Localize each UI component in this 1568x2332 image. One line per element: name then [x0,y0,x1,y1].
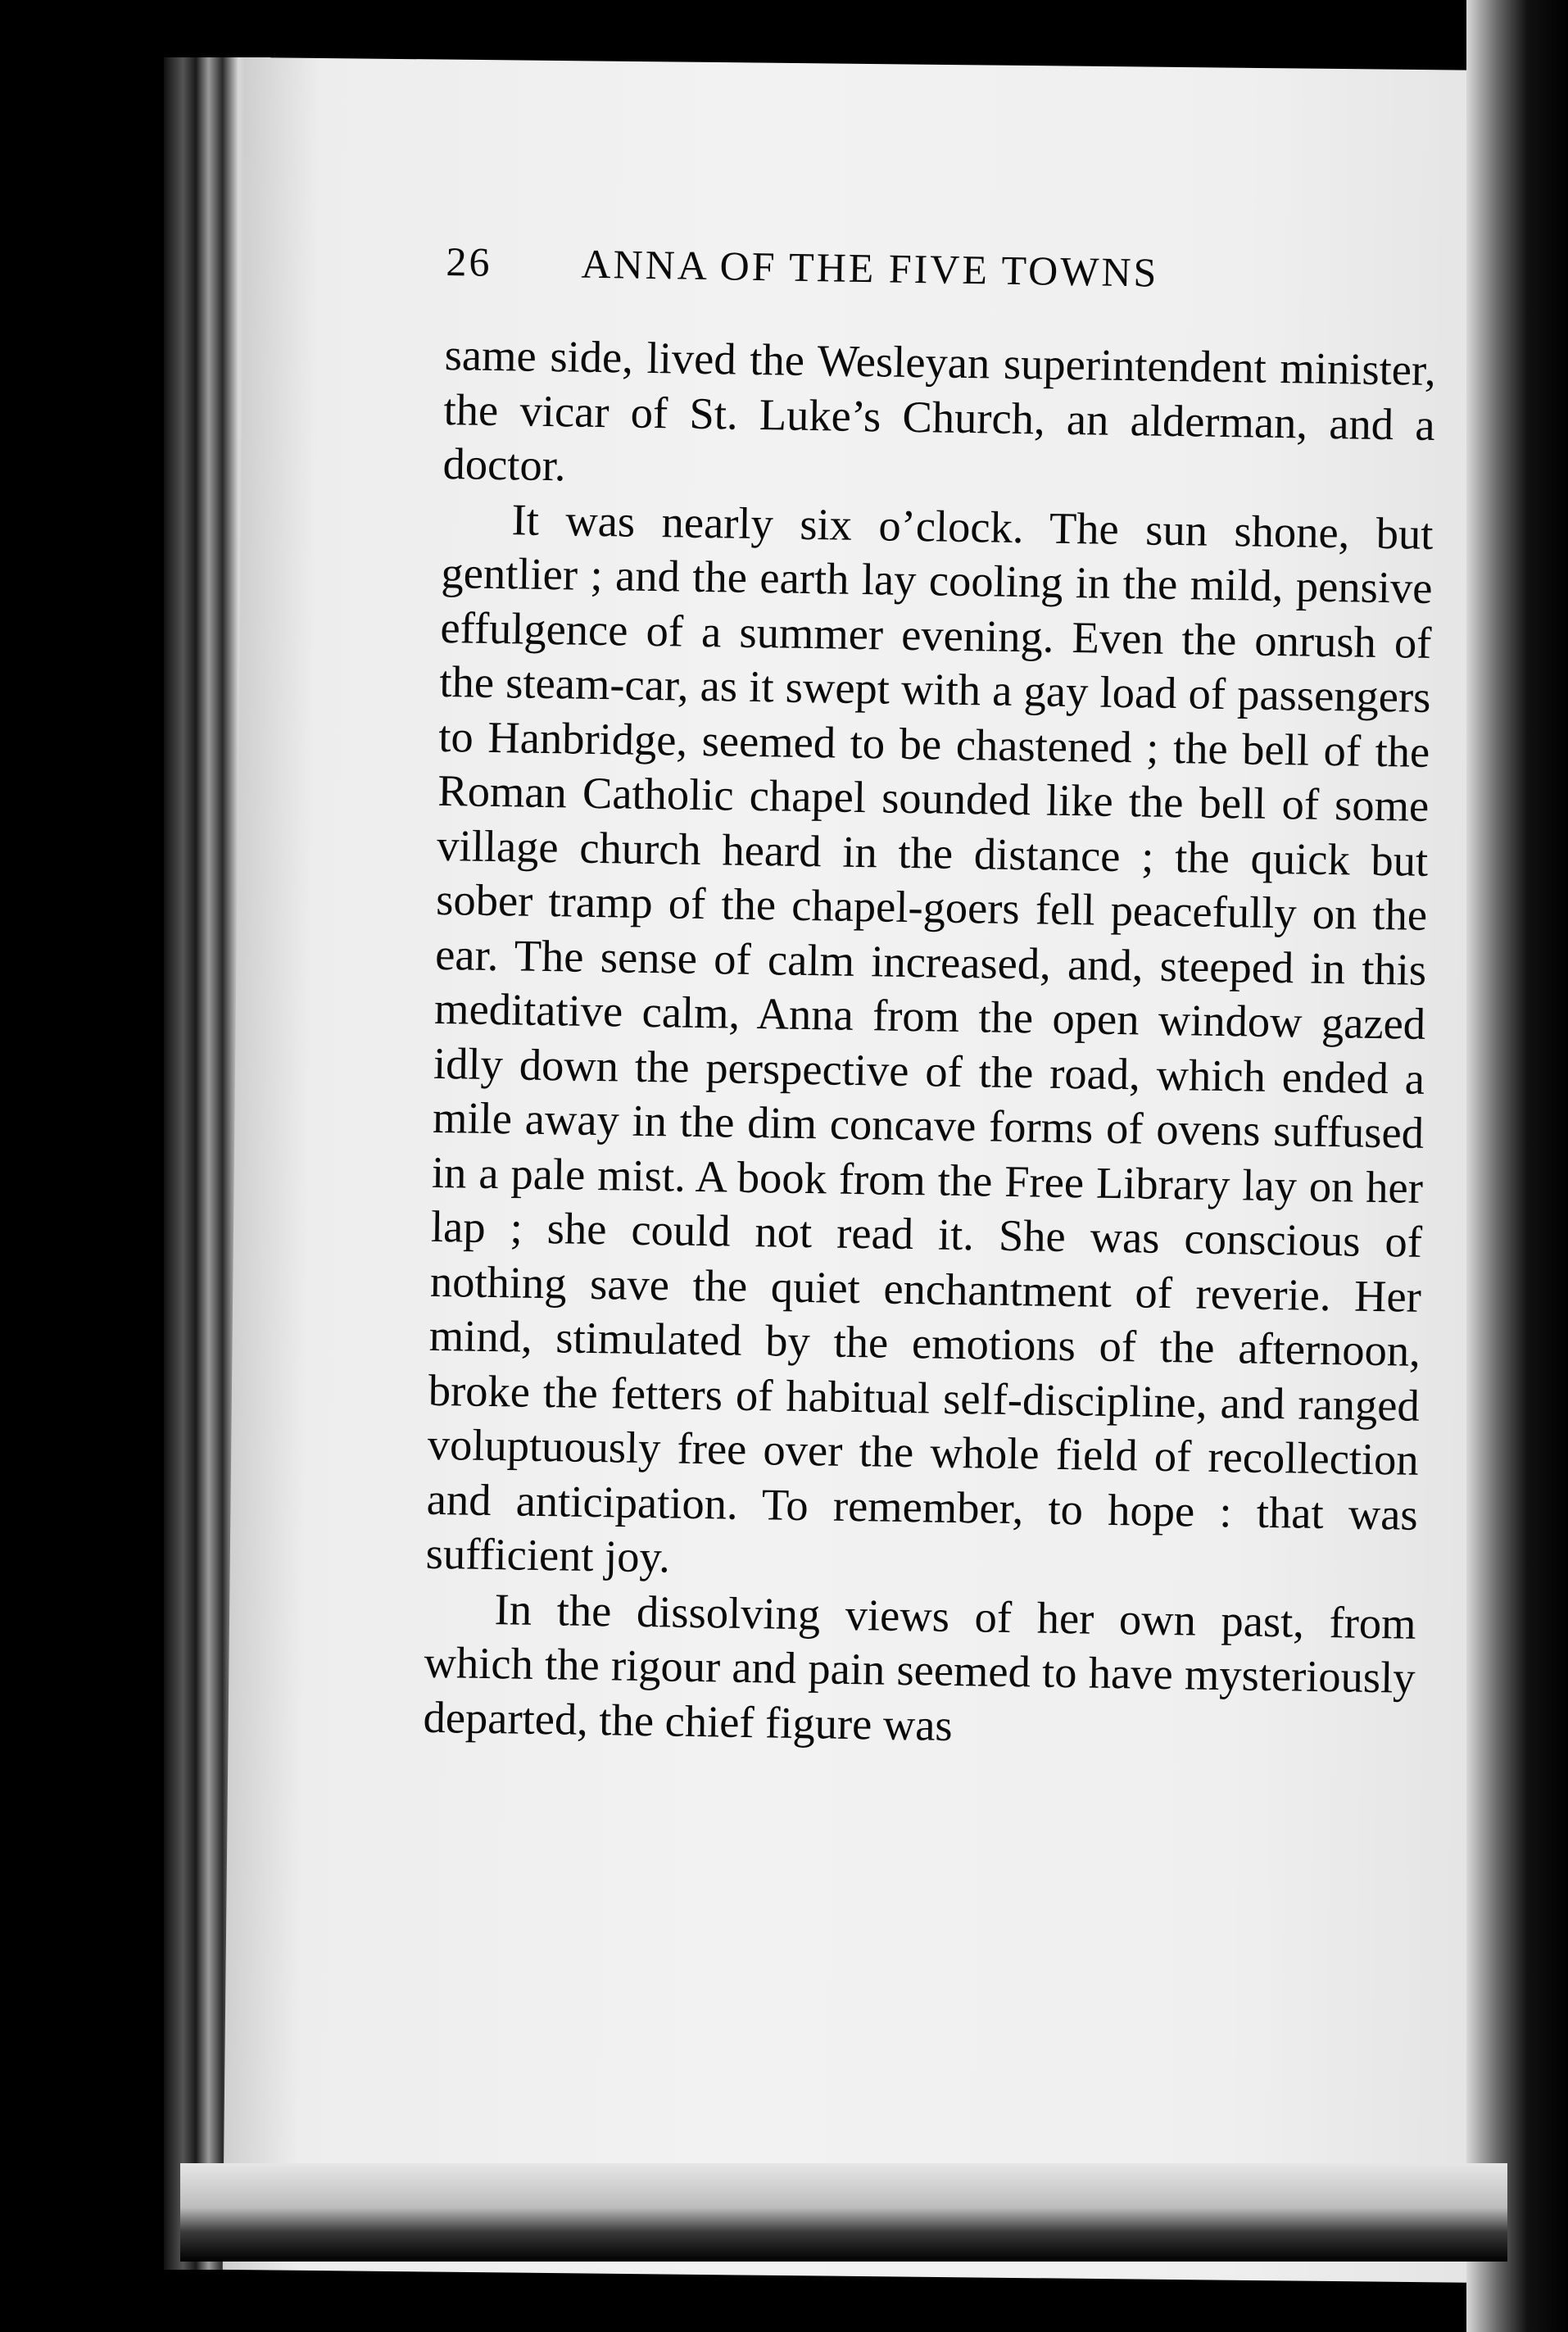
paragraph-evening: It was nearly six o’clock. The sun shone, but gentlier ; and the earth lay cooling in the mild, pensive effulgence of a summer evening. Even the onrush of the steam-car, as it swept with a gay load of passengers to Hanbridge, seemed to be chastened ; the bell of the Roman Catholic chapel sounded like the bell of some village church heard in the distance ; the quick but sober tramp of the chapel-goers fell peacefully on the ear. The sense of calm increased, and, steeped in this meditative calm, Anna from the open window gazed idly down the perspective of the road, which ended a mile away in the dim concave forms of ovens suffused in a pale mist. A book from the Free Library lay on her lap ; she could not read it. She was conscious of nothing save the quiet enchantment of reverie. Her mind, stimulated by the emotions of the afternoon, broke the fetters of habitual self-discipline, and ranged voluptuously free over the whole field of recollection and anticipation. To remember, to hope : that was sufficient joy. [425,493,1434,1582]
book-title: ANNA OF THE FIVE TOWNS [581,240,1159,296]
page-text-block [423,238,1438,1760]
page-right-edge [1466,0,1568,2332]
page-number: 26 [446,238,492,285]
paragraph-dissolving-views: In the dissolving views of her own past, from which the rigour and pain seemed to have mysteriously departed, the chief figure was [423,1583,1417,1750]
running-head [445,238,1438,343]
page-bottom-edge [180,2163,1507,2262]
paragraph-continuation: same side, lived the Wesleyan superintendent minister, the vicar of St. Luke’s Church, an alderman, and a doctor. [442,329,1437,491]
